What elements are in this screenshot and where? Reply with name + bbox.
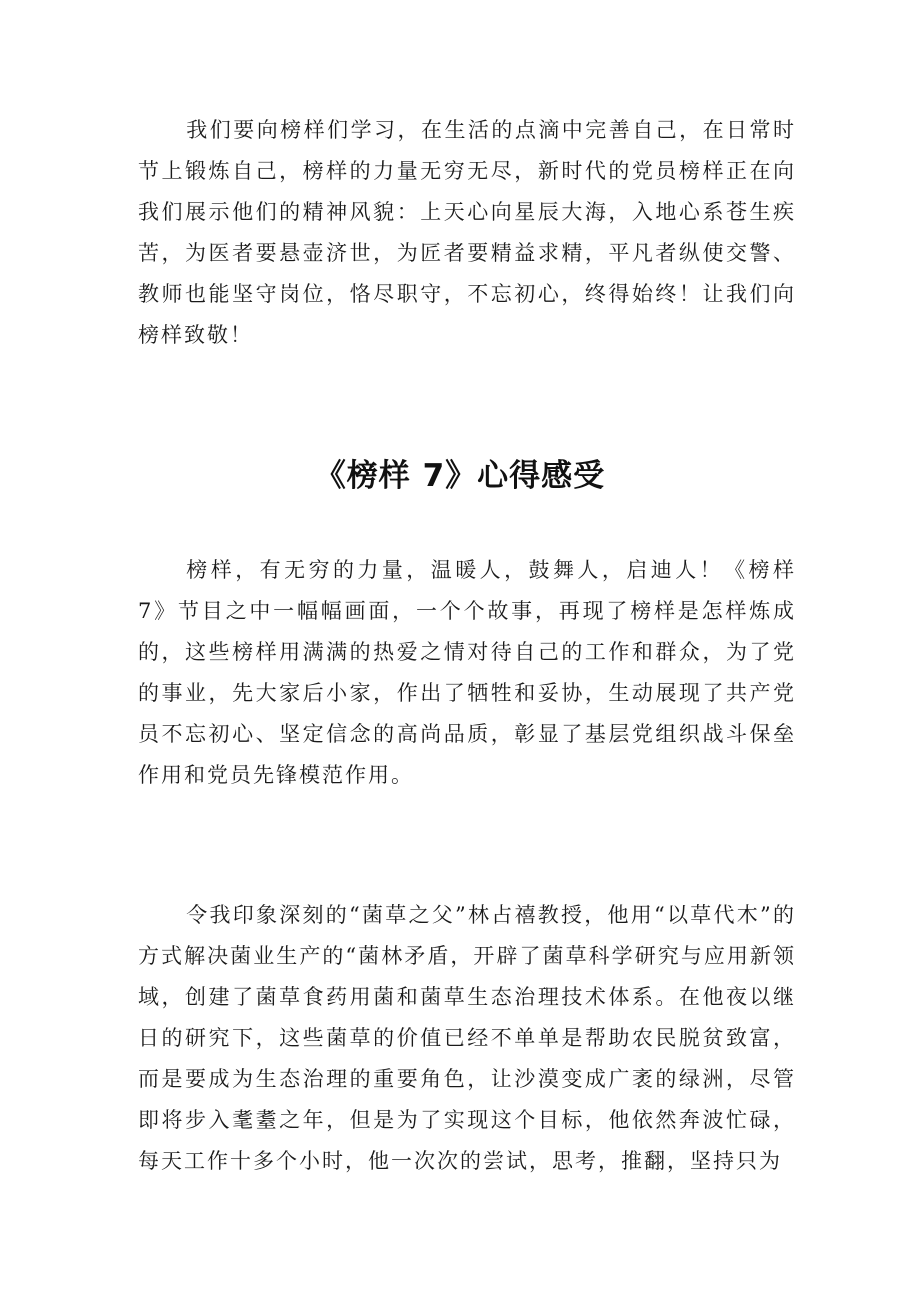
paragraph-role-model-power: 榜样，有无穷的力量，温暖人，鼓舞人，启迪人！《榜样 7》节目之中一幅幅画面，一个个故事，再现了榜样是怎样炼成的，这些榜样用满满的热爱之情对待自己的工作和群众，为了党的事业，先大家后小家，作出了牺牲和妥协，生动展现了共产党员不忘初心、坚定信念的高尚品质，彰显了基层党组织战斗保垒作用和党员先锋模范作用。 bbox=[138, 558, 796, 787]
paragraph-role-models-learning: 我们要向榜样们学习，在生活的点滴中完善自己，在日常时节上锻炼自己，榜样的力量无穷无尽，新时代的党员榜样正在向我们展示他们的精神风貌：上天心向星辰大海，入地心系苍生疾苦，为医者要悬壶济世，为匠者要精益求精，平凡者纵使交警、教师也能坚守岗位，恪尽职守，不忘初心，终得始终！让我们向榜样致敬！ bbox=[138, 118, 796, 347]
paragraph-juncao-father: 令我印象深刻的“菌草之父”林占禧教授，他用“以草代木”的方式解决菌业生产的“菌林矛盾，开辟了菌草科学研究与应用新领域，创建了菌草食药用菌和菌草生态治理技术体系。在他夜以继日的研究下，这些菌草的价值已经不单单是帮助农民脱贫致富，而是要成为生态治理的重要角色，让沙漠变成广袤的绿洲，尽管即将步入耄耋之年，但是为了实现这个目标，他依然奔波忙碌，每天工作十多个小时，他一次次的尝试，思考，推翻，坚持只为 bbox=[138, 903, 796, 1173]
section-title: 《榜样 7》心得感受 bbox=[314, 458, 606, 494]
